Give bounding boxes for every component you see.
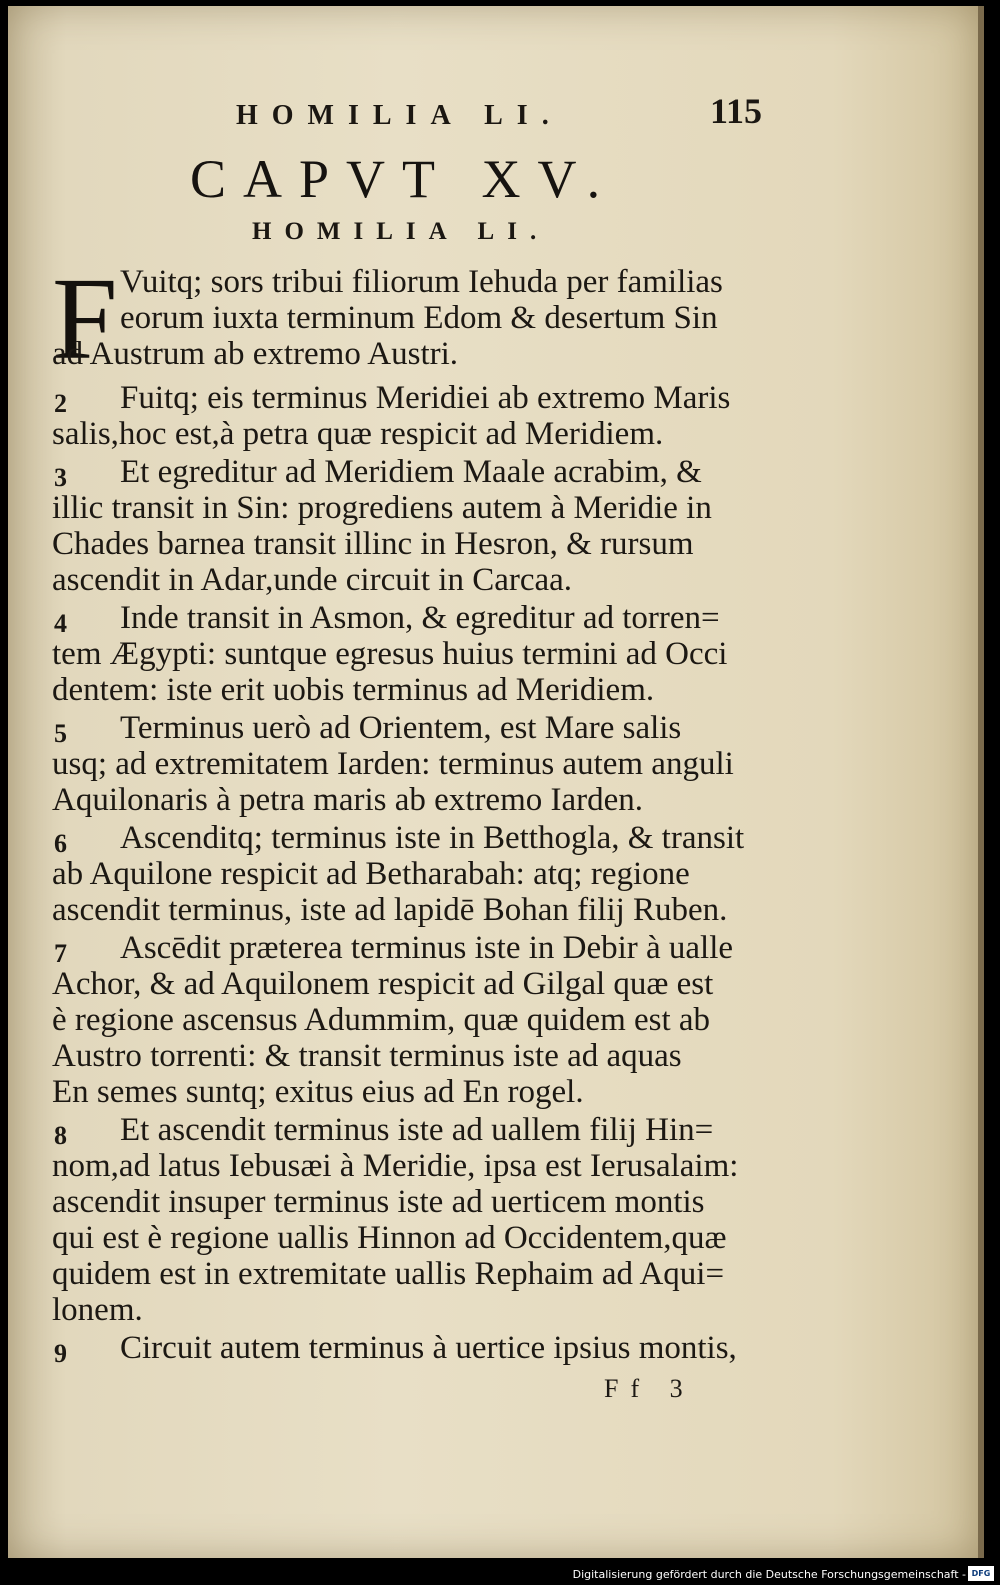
homily-title: HOMILIA LI.: [252, 218, 550, 245]
dfg-logo: [968, 1566, 994, 1581]
text-line: ad Austrum ab extremo Austri.: [52, 336, 459, 372]
text-line: Chades barnea transit illinc in Hesron, & rursum: [52, 526, 694, 562]
verse-number: 9: [54, 1339, 67, 1368]
text-line: lonem.: [52, 1292, 143, 1328]
text-line: tem Ægypti: suntque egresus huius termini ad Occi: [52, 636, 728, 672]
page-number: 115: [710, 91, 763, 131]
text-line: Ascenditq; terminus iste in Betthogla, & transit: [120, 820, 745, 856]
text-line: eorum iuxta terminum Edom & desertum Sin: [120, 300, 718, 336]
text-line: ascendit in Adar,unde circuit in Carcaa.: [52, 562, 573, 598]
text-line: usq; ad extremitatem Iarden: terminus autem anguli: [52, 746, 734, 782]
text-line: qui est è regione uallis Hinnon ad Occidentem,quæ: [52, 1220, 727, 1256]
text-line: Achor, & ad Aquilonem respicit ad Gilgal quæ est: [52, 966, 714, 1002]
text-line: Et ascendit terminus iste ad uallem filij Hin=: [120, 1112, 714, 1148]
drop-cap: F: [52, 253, 118, 384]
book-page: [8, 6, 984, 1558]
verse-number: 8: [54, 1121, 67, 1150]
verse-number: 4: [54, 609, 67, 638]
text-line: ab Aquilone respicit ad Betharabah: atq; regione: [52, 856, 690, 892]
text-line: illic transit in Sin: progrediens autem à Meridie in: [52, 490, 712, 526]
text-line: Aquilonaris à petra maris ab extremo Iarden.: [52, 782, 644, 818]
verse-number: 6: [54, 829, 67, 858]
verse-number: 5: [54, 719, 67, 748]
text-line: Inde transit in Asmon, & egreditur ad torren=: [120, 600, 720, 636]
text-line: Ascēdit præterea terminus iste in Debir à ualle: [120, 930, 734, 966]
chapter-title: CAPVT XV.: [190, 149, 618, 209]
text-line: dentem: iste erit uobis terminus ad Meridiem.: [52, 672, 655, 708]
dfg-logo-text: DFG: [971, 1569, 991, 1578]
text-line: quidem est in extremitate uallis Rephaim ad Aqui=: [52, 1256, 725, 1292]
verse-number: 3: [54, 463, 67, 492]
text-line: Et egreditur ad Meridiem Maale acrabim, &: [120, 454, 702, 490]
text-line: Terminus uerò ad Orientem, est Mare salis: [120, 710, 682, 746]
text-line: nom,ad latus Iebusæi à Meridie, ipsa est Ierusalaim:: [52, 1148, 739, 1184]
text-line: Vuitq; sors tribui filiorum Iehuda per familias: [120, 264, 723, 300]
digitization-credit: Digitalisierung gefördert durch die Deutsche Forschungsgemeinschaft -: [572, 1568, 966, 1581]
running-head: HOMILIA LI.: [236, 100, 563, 131]
printer-signature: Ff 3: [604, 1374, 695, 1403]
text-line: ascendit terminus, iste ad lapidē Bohan filij Ruben.: [52, 892, 728, 928]
text-line: è regione ascensus Adummim, quæ quidem est ab: [52, 1002, 711, 1038]
text-line: Austro torrenti: & transit terminus iste ad aquas: [52, 1038, 682, 1074]
text-line: En semes suntq; exitus eius ad En rogel.: [52, 1074, 584, 1110]
verse-number: 7: [54, 939, 67, 968]
text-line: Circuit autem terminus à uertice ipsius montis,: [120, 1330, 737, 1366]
text-line: Fuitq; eis terminus Meridiei ab extremo Maris: [120, 380, 731, 416]
text-line: ascendit insuper terminus iste ad uerticem montis: [52, 1184, 705, 1220]
text-line: salis,hoc est,à petra quæ respicit ad Meridiem.: [52, 416, 664, 452]
verse-number: 2: [54, 389, 67, 418]
